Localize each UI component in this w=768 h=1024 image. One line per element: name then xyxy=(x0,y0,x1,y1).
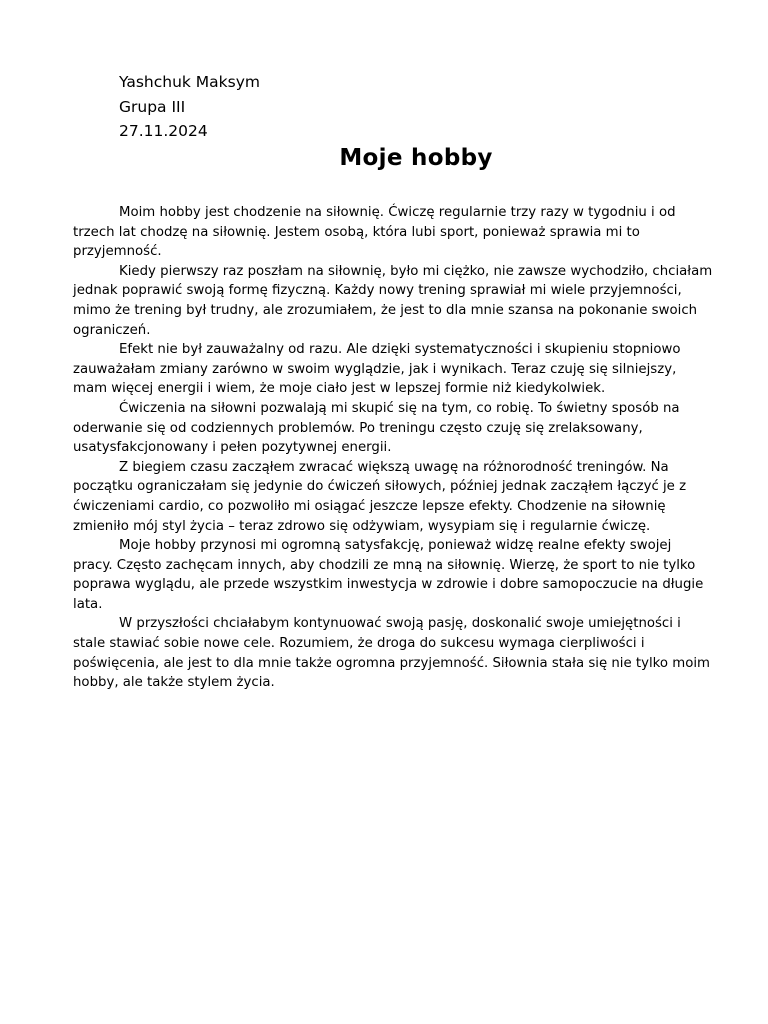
group-label: Grupa III xyxy=(119,97,186,116)
document-header xyxy=(119,70,260,144)
document-title: Moje hobby xyxy=(339,145,493,171)
paragraph: Z biegiem czasu zacząłem zwracać większą uwagę na różnorodność treningów. Na początku ograniczałam się jedynie do ćwiczeń siłowych, później jednak zacząłem łączyć je z ćwiczeniami cardio, co pozwoliło mi osiągać jeszcze lepsze efekty. Chodzenie na siłownię zmieniło mój styl życia – teraz zdrowo się odżywiam, wysypiam się i regularnie ćwiczę. xyxy=(73,459,687,534)
author-name: Yashchuk Maksym xyxy=(119,73,260,91)
paragraph: Ćwiczenia na siłowni pozwalają mi skupić się na tym, co robię. To świetny sposób na oderwanie się od codziennych problemów. Po treningu często czuję się zrelaksowany, usatysfakcjonowany i pełen pozytywnej energii. xyxy=(73,400,680,456)
paragraph: Moim hobby jest chodzenie na siłownię. Ćwiczę regularnie trzy razy w tygodniu i od trzech lat chodzę na siłownię. Jestem osobą, która lubi sport, ponieważ sprawia mi to przyjemność. xyxy=(73,205,676,260)
paragraph: Efekt nie był zauważalny od razu. Ale dzięki systematyczności i skupieniu stopniowo zauważałam zmiany zarówno w swoim wyglądzie, jak i wynikach. Teraz czuję się silniejszy, mam więcej energii i wiem, że moje ciało jest w lepszej formie niż kiedykolwiek. xyxy=(73,342,681,397)
paragraph: Kiedy pierwszy raz poszłam na siłownię, było mi ciężko, nie zawsze wychodziło, chciałam jednak poprawić swoją formę fizyczną. Każdy nowy trening sprawiał mi wiele przyjemności, mimo że trening był trudny, ale zrozumiałem, że jest to dla mnie szansa na pokonanie swoich ograniczeń. xyxy=(73,263,713,338)
paragraph: W przyszłości chciałabym kontynuować swoją pasję, doskonalić swoje umiejętności i stale stawiać sobie nowe cele. Rozumiem, że droga do sukcesu wymaga cierpliwości i poświęcenia, ale jest to dla mnie także ogromna przyjemność. Siłownia stała się nie tylko moim hobby, ale także stylem życia. xyxy=(73,616,710,691)
document-body xyxy=(73,203,713,693)
paragraph: Moje hobby przynosi mi ogromną satysfakcję, ponieważ widzę realne efekty swojej pracy. Często zachęcam innych, aby chodzili ze mną na siłownię. Wierzę, że sport to nie tylko poprawa wyglądu, ale przede wszystkim inwestycja w zdrowie i dobre samopoczucie na długie lata. xyxy=(73,538,704,612)
document-date: 27.11.2024 xyxy=(119,122,208,140)
